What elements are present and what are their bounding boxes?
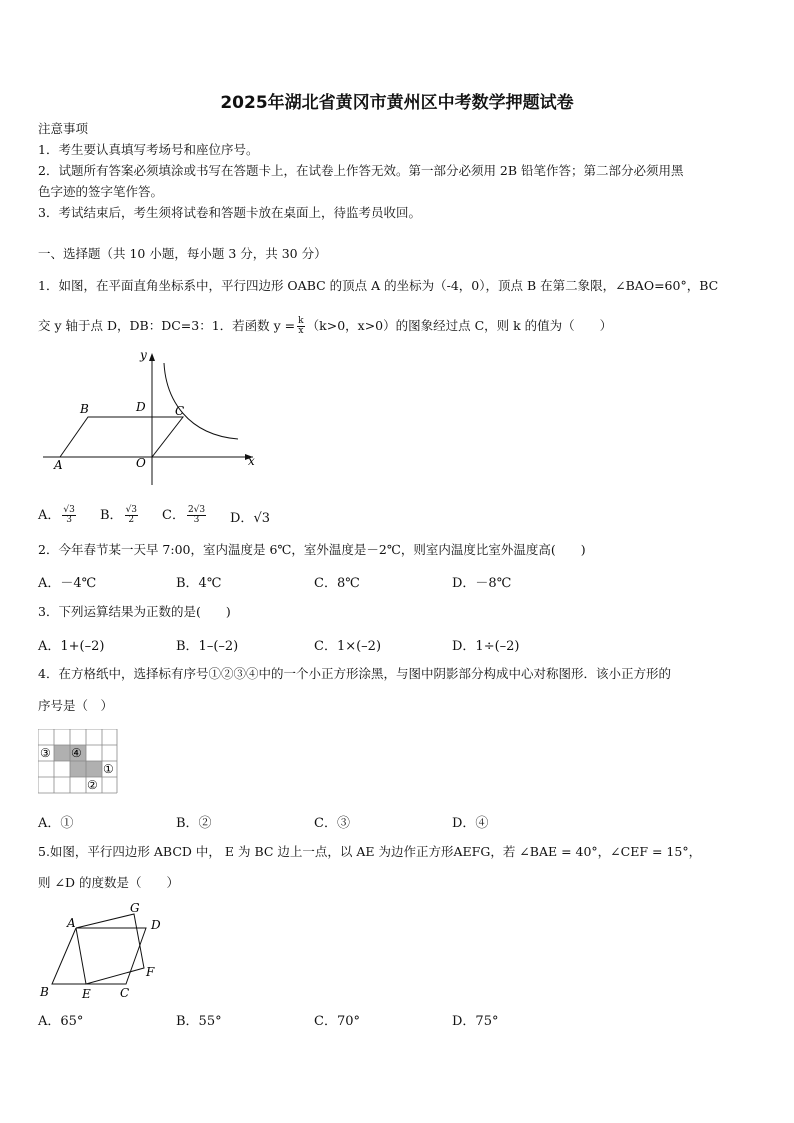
label-f: F [146,965,155,979]
option-label: A． [38,508,61,523]
label-d: D [151,918,161,932]
option-d[interactable]: D．1÷(–2) [452,639,520,654]
label-y: y [140,348,147,362]
question-2: 2．今年春节某一天早 7:00，室内温度是 6℃，室外温度是－2℃，则室内温度比室外温度高( ) [38,542,586,557]
option-d[interactable]: D．④ [452,816,489,831]
question-4-line1: 4．在方格纸中，选择标有序号①②③④中的一个小正方形涂黑，与图中阴影部分构成中心对称图形．该小正方形的 [38,666,671,681]
question-1-line1: 1．如图，在平面直角坐标系中，平行四边形 OABC 的顶点 A 的坐标为（-4，0），顶点 B 在第二象限，∠BAO=60°，BC [38,278,719,293]
notice-item: 色字迹的签字笔作答。 [38,184,164,199]
question-1-line2 [38,317,612,336]
option-c[interactable]: C．1×(–2) [314,639,382,654]
option-b[interactable]: B．55° [176,1014,222,1029]
y-axis-arrow [149,353,155,361]
option-b[interactable]: B．1–(–2) [176,639,239,654]
label-g: G [130,901,140,915]
option-c[interactable]: C．70° [314,1014,360,1029]
option-label: C． [162,508,185,523]
label-b: B [40,985,49,999]
square-aefg [76,914,144,984]
option-d[interactable]: D．－8℃ [452,576,512,591]
notice-heading: 注意事项 [38,121,89,136]
cell-label-4: ④ [71,746,82,760]
option-d[interactable]: D．75° [452,1014,499,1029]
option-c[interactable]: C．③ [314,816,350,831]
option-label: D． [230,511,254,526]
option-a[interactable]: A．65° [38,1014,84,1029]
question-1-text-a: 交 y 轴于点 D，DB：DC=3：1．若函数 y = [38,318,296,333]
label-e: E [82,987,91,1001]
label-d: D [136,400,146,414]
fraction-denominator: 3 [193,515,200,525]
cell-label-2: ② [87,778,98,792]
question-5-line1: 5.如图，平行四边形 ABCD 中， E 为 BC 边上一点，以 AE 为边作正方形AEFG，若 ∠BAE = 40°，∠CEF = 15°， [38,844,702,859]
section-heading: 一、选择题（共 10 小题，每小题 3 分，共 30 分） [38,246,327,261]
fraction-numerator: 2√3 [187,505,206,515]
fraction-denominator: 2 [128,515,135,525]
label-c: C [175,404,185,418]
question-1-text-b: （k>0，x>0）的图象经过点 C，则 k 的值为（ ） [306,318,613,333]
option-a[interactable]: A．1+(–2) [38,639,105,654]
question-4-grid-figure [38,729,118,795]
option-a[interactable]: A．－4℃ [38,576,97,591]
label-x: x [248,454,255,468]
cell-label-1: ① [103,762,114,776]
cell-label-3: ③ [40,746,51,760]
option-c[interactable] [162,504,208,525]
question-3: 3．下列运算结果为正数的是( ) [38,604,231,619]
option-b[interactable] [100,504,140,525]
question-1-figure [38,345,268,490]
label-a: A [54,458,63,472]
question-5-figure [36,898,171,1003]
label-a: A [67,916,76,930]
label-b: B [80,402,89,416]
option-b[interactable]: B．4℃ [176,576,222,591]
notice-item: 1．考生要认真填写考场号和座位序号。 [38,142,259,157]
fraction-denominator: x [298,326,304,336]
notice-item: 3．考试结束后，考生须将试卷和答题卡放在桌面上，待监考员收回。 [38,205,421,220]
parallelogram-oabc [60,417,183,457]
question-4-line2: 序号是（ ） [38,698,114,713]
parallelogram-abcd [52,928,146,984]
fraction-numerator: k [298,316,304,326]
option-label: B． [100,508,123,523]
option-text: √3 [253,511,270,526]
option-b[interactable]: B．② [176,816,212,831]
label-o: O [136,456,146,470]
fraction-numerator: √3 [125,505,138,515]
option-d[interactable] [230,507,270,526]
question-5-line2: 则 ∠D 的度数是（ ） [38,875,179,890]
notice-item: 2．试题所有答案必须填涂或书写在答题卡上，在试卷上作答无效。第一部分必须用 2B 铅笔作答；第二部分必须用黑 [38,163,684,178]
option-a[interactable] [38,504,78,525]
option-a[interactable]: A．① [38,816,74,831]
page-title: 2025年湖北省黄冈市黄州区中考数学押题试卷 [220,93,574,113]
grid-lines [38,729,117,793]
option-c[interactable]: C．8℃ [314,576,360,591]
label-c: C [120,986,130,1000]
fraction-k-over-x [297,317,304,336]
fraction-denominator: 3 [66,515,72,525]
fraction-numerator: √3 [63,505,75,515]
